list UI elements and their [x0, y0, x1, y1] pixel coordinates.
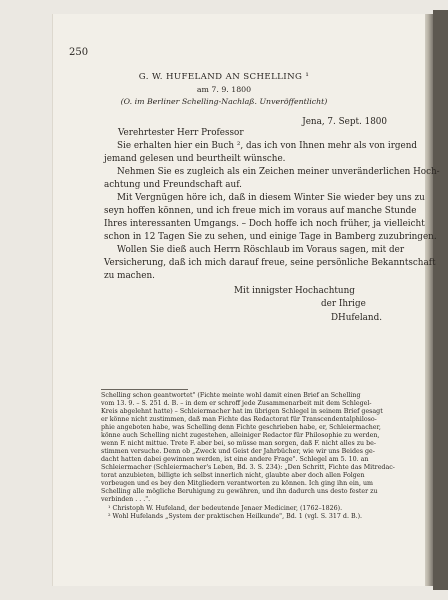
body-line: Versicherung, daß ich mich darauf freue, seine persönliche Bekanntschaft	[104, 258, 436, 268]
footnote-line: vom 13. 9. – S. 251 d. B. – in dem er schroff jede Zusammenarbeit mit dem Schlegel-	[101, 400, 372, 407]
footnote-line: Schelling schon geantwortet" (Fichte meinte wohl damit einen Brief an Schelling	[101, 392, 361, 399]
footnote-line: vorbeugen und es bey den Mitgliedern verantworten zu können. Ich ging ihn ein, um	[101, 480, 373, 487]
footnote-line: Schelling alle mögliche Beruhigung zu gewähren, und ihn dadurch uns desto fester zu	[101, 488, 378, 495]
footnote-line: dacht hatten dabei gewinnen werden, ist eine andere Frage". Schlegel am 5. 10. an	[101, 456, 369, 463]
page-number: 250	[69, 47, 89, 58]
footnote-line: er könne nicht zustimmen, daß man Fichte das Redactorat für Transcendentalphiloso-	[101, 416, 377, 423]
salutation: Verehrtester Herr Professor	[118, 128, 244, 138]
body-line: Wollen Sie dieß auch Herrn Röschlaub im Voraus sagen, mit der	[117, 245, 405, 255]
body-line: Mit Vergnügen höre ich, daß in diesem Winter Sie wieder bey uns zu	[117, 193, 425, 203]
closing-line: Mit innigster Hochachtung	[234, 286, 355, 296]
footnote-line: torat anzubieten, billigte ich selbst innerlich nicht, glaubte aber doch allen Folgen	[101, 472, 365, 479]
footnote-line: könne auch Schelling nicht zugestehen, alleiniger Redactor für Philosophie zu werden,	[101, 432, 380, 439]
body-line: schon in 12 Tagen Sie zu sehen, und einige Tage in Bamberg zuzubringen.	[104, 232, 437, 242]
letter-date: am 7. 9. 1800	[196, 85, 252, 94]
body-line: seyn hoffen können, und ich freue mich im voraus auf manche Stunde	[104, 206, 417, 216]
letter-source: (O. im Berliner Schelling-Nachlaß. Unveröffentlicht)	[120, 97, 328, 106]
footnote-line: verbinden . . .".	[101, 496, 151, 503]
letter-heading: G. W. HUFELAND AN SCHELLING ¹	[138, 72, 310, 82]
footnote-line: wenn F. nicht mittue. Trete F. aber bei, so müsse man sorgen, daß F. nicht alles zu be-	[101, 440, 376, 447]
footnote-line: phie angeboten habe, was Schelling denn Fichte geschrieben habe, er, Schleiermacher,	[101, 424, 381, 431]
body-line: jemand gelesen und beurtheilt wünsche.	[104, 154, 286, 164]
footnote-1: ¹ Christoph W. Hufeland, der bedeutende Jenaer Mediciner, (1762–1826).	[108, 505, 343, 512]
body-line: Sie erhalten hier ein Buch ², das ich von Ihnen mehr als von irgend	[117, 141, 418, 151]
footnote-line: Schleiermacher (Schleiermacher's Leben, Bd. 3. S. 234): „Den Schritt, Fichte das Mitredac-	[101, 464, 395, 471]
signature: DHufeland.	[331, 313, 383, 323]
footnote-line: stimmen versuche. Denn ob „Zweck und Geist der Jahrbücher, wie wir uns Beides ge-	[101, 448, 375, 455]
body-line: zu machen.	[104, 271, 155, 281]
closing-line: der Ihrige	[321, 299, 366, 309]
body-line: Ihres interessanten Umgangs. – Doch hoffe ich noch früher, ja vielleicht	[104, 219, 425, 229]
footnote-line: Kreis abgelehnt hatte) – Schleiermacher hat im übrigen Schlegel in seinem Brief gesagt	[101, 408, 383, 415]
footnote-2: ² Wohl Hufelands „System der praktischen Heilkunde", Bd. 1 (vgl. S. 317 d. B.).	[108, 513, 363, 520]
place-date: Jena, 7. Sept. 1800	[302, 117, 387, 127]
body-line: achtung und Freundschaft auf.	[104, 180, 242, 190]
footnote-rule	[101, 389, 188, 390]
body-line: Nehmen Sie es zugleich als ein Zeichen meiner unveränderlichen Hoch-	[117, 167, 440, 177]
